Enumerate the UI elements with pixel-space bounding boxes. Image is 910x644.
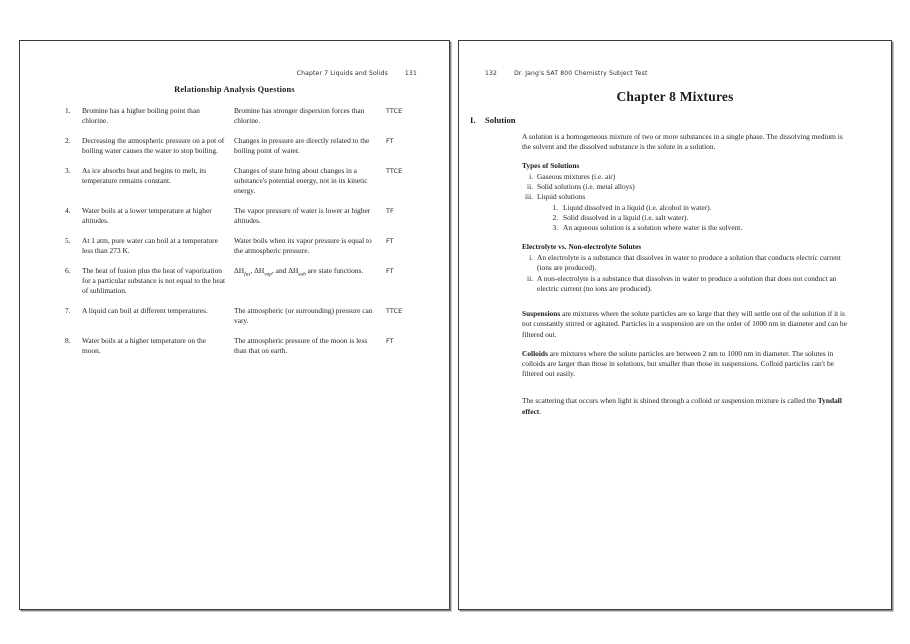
suspensions-term: Suspensions	[522, 309, 561, 319]
list-text: An aqueous solution is a solution where water is the solvent.	[563, 223, 743, 233]
page-left-content	[20, 41, 449, 609]
table-row	[65, 136, 415, 156]
relationship-analysis-table	[65, 106, 415, 366]
list-item	[522, 182, 852, 192]
page-right-content	[459, 41, 891, 609]
tyndall-text-before: The scattering that occurs when light is shined through a colloid or suspension mixture is called the	[522, 396, 818, 406]
answer-code: TTCE	[386, 107, 403, 115]
row-number: 8.	[65, 335, 71, 345]
row-number: 3.	[65, 165, 71, 175]
statement-one: Bromine has a higher boiling point than chlorine.	[82, 106, 200, 126]
list-text: Solid solutions (i.e. metal alloys)	[537, 182, 635, 192]
table-row	[65, 266, 415, 297]
spacer	[522, 234, 852, 243]
list-marker: 2.	[552, 213, 558, 223]
spacer	[522, 302, 852, 309]
list-item	[550, 213, 852, 223]
statement-two: Changes in pressure are directly related to the boiling point of water.	[234, 135, 370, 156]
statement-one: Water boils at a lower temperature at higher altitudes.	[82, 205, 212, 226]
table-row	[65, 336, 415, 356]
row-number: 2.	[65, 135, 71, 145]
row-number: 5.	[65, 235, 71, 245]
tyndall-term: Tyndall effect	[522, 396, 842, 416]
statement-one: The heat of fusion plus the heat of vaporization for a particular substance is not equal to the heat of sublimation.	[82, 265, 226, 296]
chapter-title: Chapter 8 Mixtures	[616, 89, 734, 104]
list-item	[550, 223, 852, 233]
list-marker: 3.	[552, 223, 558, 233]
answer-code: FT	[386, 266, 394, 275]
liquid-solutions-sublist	[522, 203, 852, 234]
statement-one: At 1 atm, pure water can boil at a temperature less than 273 K.	[82, 235, 218, 256]
section-heading	[470, 115, 516, 125]
row-number: 6.	[65, 265, 71, 275]
list-text: An electrolyte is a substance that dissolves in water to produce a solution that conducts electric current (ions are produced).	[537, 252, 841, 273]
list-marker: iii.	[524, 192, 533, 202]
electrolyte-heading: Electrolyte vs. Non-electrolyte Solutes	[522, 242, 642, 252]
statement-one: Decreasing the atmospheric pressure on a pot of boiling water causes the water to stop boiling.	[82, 135, 225, 156]
tyndall-text-after: .	[539, 406, 542, 416]
answer-code: TTCE	[386, 306, 403, 315]
page-number-right: 132	[485, 70, 498, 77]
electrolyte-block	[522, 242, 852, 294]
list-item	[522, 253, 852, 274]
table-row	[65, 236, 415, 256]
body-column	[522, 132, 852, 426]
section-title: Solution	[485, 115, 516, 125]
list-marker: i.	[529, 252, 533, 262]
answer-code: FT	[386, 336, 394, 345]
page-left	[19, 40, 450, 610]
list-marker: 1.	[552, 202, 558, 212]
statement-two: The vapor pressure of water is lower at higher altitudes.	[234, 205, 371, 226]
statement-two: The atmospheric (or surrounding) pressure can vary.	[234, 305, 373, 326]
list-text: Solid dissolved in a liquid (i.e. salt water).	[563, 213, 689, 223]
types-of-solutions-list	[522, 172, 852, 203]
statement-one: A liquid can boil at different temperatures.	[82, 305, 208, 315]
electrolyte-list	[522, 253, 852, 294]
answer-code: FT	[386, 236, 394, 245]
running-head-right	[485, 70, 648, 77]
types-of-solutions-block	[522, 161, 852, 234]
answer-code: TTCE	[386, 166, 403, 175]
colloids-paragraph	[522, 349, 852, 380]
page-number-left: 131	[404, 70, 417, 77]
list-item	[550, 203, 852, 213]
row-number: 1.	[65, 106, 71, 115]
section-title-relationship-analysis: Relationship Analysis Questions	[174, 85, 295, 94]
types-of-solutions-heading: Types of Solutions	[522, 161, 580, 171]
intro-paragraph: A solution is a homogeneous mixture of two or more substances in a single phase. The dissolving medium is the solvent and the dissolved substance is the solute in a solution.	[522, 132, 843, 152]
list-item	[522, 172, 852, 182]
page-right	[458, 40, 892, 610]
running-head-left	[297, 70, 417, 77]
list-text: Liquid solutions	[537, 192, 586, 202]
colloids-term: Colloids	[522, 348, 548, 358]
list-text: Gaseous mixtures (i.e. air)	[537, 171, 616, 181]
table-row	[65, 106, 415, 126]
answer-code: TF	[386, 206, 394, 215]
list-item	[522, 274, 852, 295]
row-number: 7.	[65, 305, 71, 315]
list-item	[522, 192, 852, 202]
list-marker: ii.	[527, 273, 533, 283]
statement-one: Water boils at a higher temperature on the moon.	[82, 335, 206, 355]
statement-two: Water boils when its vapor pressure is equal to the atmospheric pressure.	[234, 235, 372, 256]
suspensions-text: are mixtures where the solute particles are so large that they will settle out of the solution if it is not constantly stirred or agitated. Particles in a suspension are on the order of 1000 nm in diameter and can be filtered out.	[522, 309, 847, 339]
tyndall-paragraph	[522, 396, 852, 417]
suspensions-paragraph	[522, 309, 852, 340]
running-head-chapter: Chapter 7 Liquids and Solids	[296, 70, 388, 77]
list-text: A non-electrolyte is a substance that dissolves in water to produce a solution that does not conduct an electric current (no ions are produced).	[537, 273, 837, 293]
statement-two: $\Delta H_{fus}$, $\Delta H_{vap}$, and $\Delta H_{sub}$ are state functions.	[234, 265, 364, 278]
statement-two: The atmospheric pressure of the moon is less than that on earth.	[234, 335, 368, 355]
list-marker: ii.	[527, 182, 533, 192]
colloids-text: are mixtures where the solute particles are between 2 nm to 1000 nm in diameter. The solutes in colloids are larger than those in solutions, but smaller than those in suspensions. Colloid particles can't be filtered out easily.	[522, 348, 834, 379]
table-row	[65, 306, 415, 326]
answer-code: FT	[386, 136, 394, 145]
statement-two: Bromine has stronger dispersion forces than chlorine.	[234, 106, 365, 126]
statement-two: Changes of state bring about changes in a substance's potential energy, not in its kinetic energy.	[234, 165, 368, 196]
book-title: Dr. Jang's SAT 800 Chemistry Subject Test	[514, 70, 648, 77]
list-text: Liquid dissolved in a liquid (i.e. alcohol in water).	[563, 202, 712, 212]
table-row	[65, 166, 415, 197]
table-row	[65, 206, 415, 226]
section-number: I.	[470, 115, 476, 125]
statement-one: As ice absorbs heat and begins to melt, its temperature remains constant.	[82, 165, 207, 186]
list-marker: i.	[529, 171, 533, 181]
row-number: 4.	[65, 205, 71, 215]
